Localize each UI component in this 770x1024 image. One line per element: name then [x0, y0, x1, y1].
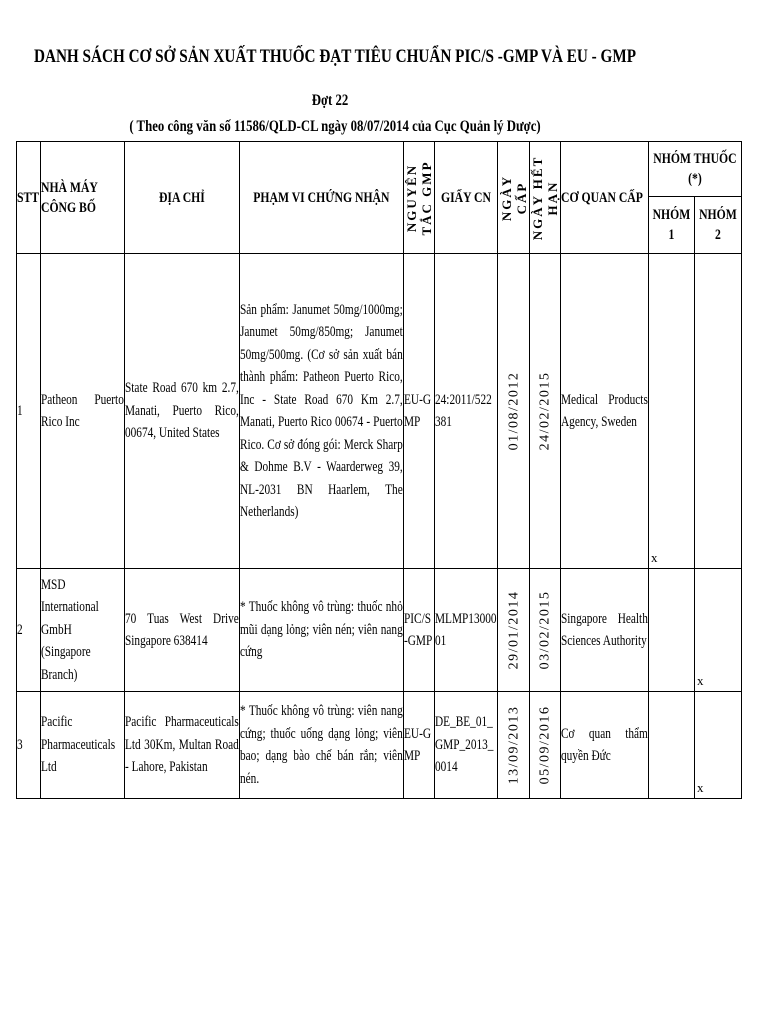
cell-authority: Cơ quan thẩm quyền Đức [561, 692, 649, 799]
cell-cert: 24:2011/522381 [435, 254, 498, 569]
cell-group2 [695, 569, 742, 692]
cell-expiry-date: 05/09/2016 [530, 692, 561, 799]
cell-group1 [649, 569, 695, 692]
cell-factory: Patheon Puerto Rico Inc [41, 254, 125, 569]
cell-issue-date: 01/08/2012 [498, 254, 530, 569]
cell-issue-date: 13/09/2013 [498, 692, 530, 799]
cell-scope: Sản phẩm: Janumet 50mg/1000mg; Janumet 50mg/850mg; Janumet 50mg/500mg. (Cơ sở sản xuất bán thành phẩm: Patheon Puerto Rico, Inc - State Road 670 Km 2.7, Manati, Puerto Rico 00674 - Puerto Rico. Cơ sở đóng gói: Merck Sharp & Dohme B.V - Waarderweg 39, NL-2031 BN Haarlem, The Netherlands) [240, 254, 404, 569]
col-header-factory: NHÀ MÁY CÔNG BỐ [41, 142, 125, 254]
cell-expiry-date: 24/02/2015 [530, 254, 561, 569]
group2-mark: x [697, 780, 704, 795]
cell-group1 [649, 692, 695, 799]
col-header-expiry-date: NGÀY HẾT HẠN [530, 142, 561, 254]
cell-scope: * Thuốc không vô trùng: thuốc nhỏ mũi dạng lỏng; viên nén; viên nang cứng [240, 569, 404, 692]
col-header-stt: STT [17, 142, 41, 254]
col-header-group2: NHÓM 2 [695, 197, 742, 254]
batch-label: Đợt 22 [311, 92, 349, 109]
cell-address: State Road 670 km 2.7, Manati, Puerto Rico, 00674, United States [125, 254, 240, 569]
table-row [17, 254, 742, 569]
cell-cert: MLMP1300001 [435, 569, 498, 692]
cell-factory: MSD International GmbH (Singapore Branch) [41, 569, 125, 692]
cell-issue-date: 29/01/2014 [498, 569, 530, 692]
col-header-group1: NHÓM 1 [649, 197, 695, 254]
cell-scope: * Thuốc không vô trùng: viên nang cứng; thuốc uống dạng lỏng; viên bao; dạng bào chế bán rắn; viên nén. [240, 692, 404, 799]
group1-mark: x [651, 550, 658, 565]
table-header-row [17, 142, 742, 197]
cell-group2 [695, 692, 742, 799]
cell-expiry-date: 03/02/2015 [530, 569, 561, 692]
cell-address: 70 Tuas West Drive Singapore 638414 [125, 569, 240, 692]
cell-gmp: PIC/S-GMP [404, 569, 435, 692]
table-row [17, 692, 742, 799]
document-title: DANH SÁCH CƠ SỞ SẢN XUẤT THUỐC ĐẠT TIÊU CHUẨN PIC/S -GMP VÀ EU - GMP [33, 46, 637, 67]
group2-mark: x [697, 673, 704, 688]
cell-stt: 3 [17, 692, 41, 799]
cell-authority: Medical Products Agency, Sweden [561, 254, 649, 569]
table-row [17, 569, 742, 692]
col-header-drug-group: NHÓM THUỐC (*) [649, 142, 742, 197]
col-header-gmp: NGUYÊN TẮC GMP [404, 142, 435, 254]
cell-stt: 1 [17, 254, 41, 569]
cell-address: Pacific Pharmaceuticals Ltd 30Km, Multan Road - Lahore, Pakistan [125, 692, 240, 799]
gmp-facility-table [16, 141, 742, 799]
col-header-authority: CƠ QUAN CẤP [561, 142, 649, 254]
cell-group2 [695, 254, 742, 569]
cell-authority: Singapore Health Sciences Authority [561, 569, 649, 692]
cell-factory: Pacific Pharmaceuticals Ltd [41, 692, 125, 799]
col-header-scope: PHẠM VI CHỨNG NHẬN [240, 142, 404, 254]
reference-note: ( Theo công văn số 11586/QLD-CL ngày 08/07/2014 của Cục Quản lý Dược) [129, 118, 541, 135]
cell-cert: DE_BE_01_GMP_2013_0014 [435, 692, 498, 799]
cell-gmp: EU-GMP [404, 254, 435, 569]
cell-stt: 2 [17, 569, 41, 692]
cell-group1 [649, 254, 695, 569]
col-header-issue-date: NGÀY CẤP [498, 142, 530, 254]
col-header-cert: GIẤY CN [435, 142, 498, 254]
cell-gmp: EU-GMP [404, 692, 435, 799]
col-header-address: ĐỊA CHỈ [125, 142, 240, 254]
